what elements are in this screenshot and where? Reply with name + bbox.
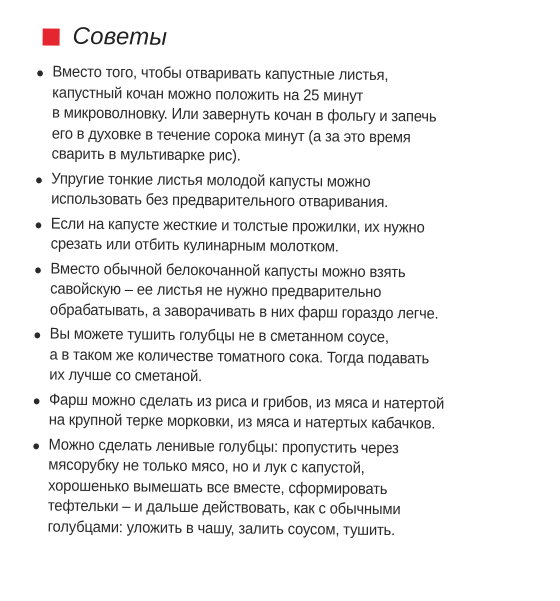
tip-line: тефтельки – и дальше действовать, как с обычными (47, 497, 401, 519)
tip-line: голубцами: уложить в чашу, залить соусом, тушить. (47, 518, 396, 539)
section-heading (42, 22, 167, 51)
tip-line: срезать или отбить кулинарным молотком. (50, 235, 339, 256)
tip-line: Вместо обычной белокочанной капусты можно взять (50, 260, 406, 281)
bullet-icon (34, 398, 40, 404)
tip-line: Можно сделать ленивые голубцы: пропустить через (48, 436, 399, 457)
tip-line: хорошенько вымешать все вместе, сформировать (48, 477, 388, 498)
tip-item (32, 435, 548, 543)
tip-item (35, 259, 551, 326)
tips-list (32, 62, 537, 546)
tip-item (35, 214, 550, 260)
tip-item (36, 169, 551, 215)
tip-line: Упругие тонкие листья молодой капусты можно (51, 170, 371, 191)
tip-line: использовать без предварительного отваривания. (51, 190, 389, 212)
bullet-icon (37, 70, 43, 76)
tip-line: капустный кочан можно положить на 25 минут (52, 84, 364, 105)
tip-line: обрабатывать, а заворачивать в них фарш гораздо легче. (49, 301, 439, 323)
bullet-icon (36, 177, 42, 183)
bullet-icon (34, 332, 40, 338)
tip-line: их лучше со сметаной. (49, 366, 203, 386)
tip-line: его в духовке в течение сорока минут (а за это время (51, 125, 411, 146)
bullet-icon (33, 443, 39, 449)
tip-line: а в таком же количестве томатного сока. Тогда подавать (49, 346, 430, 368)
tip-item (33, 390, 548, 436)
red-square-icon (43, 28, 60, 45)
tip-line: на крупной терке морковки, из мяса и натертых кабачков. (48, 411, 436, 433)
tip-line: мясорубку не только мясо, но и лук с капустой, (48, 456, 365, 477)
tip-line: савойскую – ее листья не нужно предварительно (50, 280, 382, 302)
bullet-icon (35, 267, 41, 273)
tip-line: Вместо того, чтобы отваривать капустные листья, (52, 63, 389, 85)
tip-line: Фарш можно сделать из риса и грибов, из мяса и натертой (48, 391, 445, 413)
section-title: Советы (72, 22, 168, 51)
tip-line: Если на капусте жесткие и толстые прожилки, их нужно (50, 215, 425, 236)
tip-line: Вы можете тушить голубцы не в сметанном соусе, (49, 325, 389, 347)
tip-item (36, 62, 552, 170)
bullet-icon (36, 222, 42, 228)
tip-line: в микроволновку. Или завернуть кочан в фольгу и запечь (51, 104, 437, 126)
tip-item (34, 324, 550, 391)
tip-line: сварить в мультиварке рис). (51, 145, 241, 165)
